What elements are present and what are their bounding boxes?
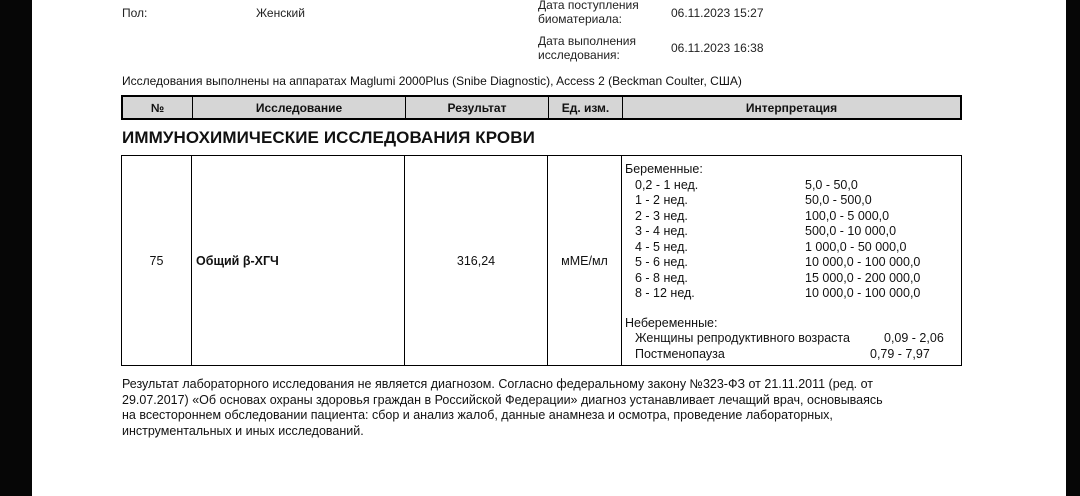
- row-number: 75: [149, 253, 164, 268]
- col-header-test: Исследование: [193, 97, 406, 118]
- pregnant-week: 3 - 4 нед.: [635, 224, 688, 238]
- postmenopause-range: 0,79 - 7,97: [870, 346, 930, 361]
- pregnant-range: 500,0 - 10 000,0: [805, 224, 897, 238]
- pregnant-range: 10 000,0 - 100 000,0: [805, 255, 921, 269]
- disclaimer-line: инструментальных и иных исследований.: [122, 423, 364, 438]
- interpretation-cell: [622, 156, 961, 365]
- lab-report-page: [32, 0, 1066, 496]
- section-title: ИММУНОХИМИЧЕСКИЕ ИССЛЕДОВАНИЯ КРОВИ: [122, 128, 535, 147]
- equipment-note: Исследования выполнены на аппаратах Maglumi 2000Plus (Snibe Diagnostic), Access 2 (Beckman Coulter, США): [122, 74, 742, 88]
- disclaimer: [122, 377, 952, 439]
- pregnant-label: Беременные:: [625, 162, 703, 176]
- disclaimer-line: Результат лабораторного исследования не является диагнозом. Согласно федеральному закону №323-ФЗ от 21.11.2011 (ред. от: [122, 377, 873, 391]
- pregnant-week: 8 - 12 нед.: [635, 286, 695, 300]
- screen-frame-left: [0, 0, 32, 496]
- reproductive-label: Женщины репродуктивного возраста: [635, 331, 850, 345]
- done-date-value: 06.11.2023 16:38: [671, 41, 764, 55]
- pregnant-week: 4 - 5 нед.: [635, 239, 688, 254]
- gender-value: Женский: [256, 6, 305, 20]
- col-header-unit: Ед. изм.: [549, 97, 623, 118]
- col-header-result: Результат: [406, 97, 549, 118]
- pregnant-week: 2 - 3 нед.: [635, 208, 688, 223]
- pregnant-range: 10 000,0 - 100 000,0: [805, 286, 921, 300]
- pregnant-week: 5 - 6 нед.: [635, 255, 688, 269]
- received-date-value: 06.11.2023 15:27: [671, 6, 764, 20]
- postmenopause-label: Постменопауза: [635, 346, 725, 361]
- pregnant-range: 5,0 - 50,0: [805, 177, 858, 192]
- pregnant-range: 15 000,0 - 200 000,0: [805, 270, 921, 285]
- pregnant-range: 50,0 - 500,0: [805, 193, 872, 207]
- col-header-num: №: [123, 97, 193, 118]
- disclaimer-line: 29.07.2017) «Об основах охраны здоровья граждан в Российской Федерации» диагноз устанавливает лечащий врач, основываясь: [122, 392, 883, 407]
- table-row: [121, 155, 962, 366]
- pregnant-week: 1 - 2 нед.: [635, 193, 688, 207]
- pregnant-range: 100,0 - 5 000,0: [805, 208, 890, 223]
- result-value: 316,24: [456, 253, 496, 268]
- pregnant-week: 6 - 8 нед.: [635, 270, 688, 285]
- nonpregnant-label: Небеременные:: [625, 315, 718, 330]
- results-table-header: [121, 95, 962, 120]
- pregnant-week: 0,2 - 1 нед.: [635, 177, 699, 192]
- screen-frame-right: [1066, 0, 1080, 496]
- unit-value: мМЕ/мл: [561, 253, 608, 268]
- col-header-interpretation: Интерпретация: [745, 100, 838, 115]
- gender-label: Пол:: [122, 6, 148, 20]
- received-date-label: Дата поступления биоматериала:: [538, 0, 639, 26]
- pregnant-range: 1 000,0 - 50 000,0: [805, 239, 907, 254]
- test-name: Общий β-ХГЧ: [196, 253, 279, 268]
- done-date-label: Дата выполнения исследования:: [538, 34, 636, 62]
- disclaimer-line: на всестороннем обследовании пациента: сбор и анализ жалоб, данные анамнеза и осмотра, проведение лабораторных,: [122, 408, 833, 422]
- reproductive-range: 0,09 - 2,06: [884, 331, 944, 345]
